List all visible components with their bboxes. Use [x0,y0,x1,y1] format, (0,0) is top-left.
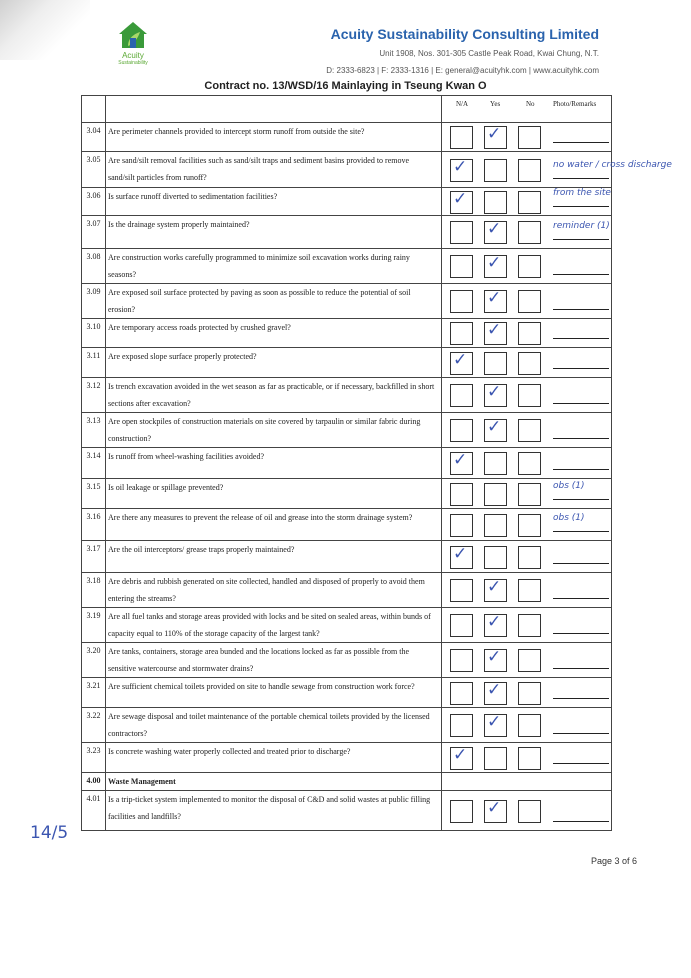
checkbox-no[interactable] [518,384,541,407]
item-question: Is runoff from wheel-washing facilities avoided? [106,448,442,479]
checkbox-na[interactable] [450,800,473,823]
answer-cell [442,743,612,773]
check-mark-icon: ✓ [453,744,468,765]
item-question: Are construction works carefully programmed to minimize soil excavation works during rainy seasons? [106,249,442,284]
checkbox-no[interactable] [518,714,541,737]
item-number: 3.04 [82,123,106,152]
checkbox-no[interactable] [518,649,541,672]
checkbox-no[interactable] [518,682,541,705]
remark-field[interactable] [553,615,609,634]
checkbox-no[interactable] [518,290,541,313]
item-question: Are there any measures to prevent the release of oil and grease into the storm drainage system? [106,509,442,541]
table-row [82,152,612,188]
item-number: 3.08 [82,249,106,284]
answer-cell [442,378,612,413]
item-question: Are exposed soil surface protected by paving as soon as possible to reduce the potential of soil erosion? [106,284,442,319]
table-row [82,643,612,678]
section-blank-cell [442,773,612,791]
answer-cell [442,123,612,152]
checkbox-na[interactable] [450,126,473,149]
remark-field[interactable] [553,715,609,734]
item-number: 3.07 [82,216,106,249]
item-number: 4.01 [82,791,106,831]
checkbox-na[interactable] [450,452,473,475]
checkbox-na[interactable] [450,156,473,182]
table-row [82,708,612,743]
item-question: Are debris and rubbish generated on site collected, handled and disposed of properly to avoid them entering the streams? [106,573,442,608]
item-question: Is the drainage system properly maintained? [106,216,442,249]
checkbox-no[interactable] [518,483,541,506]
header-options [442,96,612,123]
checkbox-no[interactable] [518,514,541,537]
table-header-row [82,96,612,123]
item-question: Are all fuel tanks and storage areas provided with locks and be sited on sealed areas, within bunds of capacity equal to 110% of the storage capacity of the largest tank? [106,608,442,643]
table-row [82,608,612,643]
header-remarks: Photo/Remarks [553,100,597,108]
item-question: Are the oil interceptors/ grease traps properly maintained? [106,541,442,573]
item-question: Are exposed slope surface properly protected? [106,348,442,378]
company-name: Acuity Sustainability Consulting Limited [330,26,599,42]
answer-cell [442,643,612,678]
item-question: Is concrete washing water properly collected and treated prior to discharge? [106,743,442,773]
checkbox-no[interactable] [518,579,541,602]
check-mark-icon: ✓ [487,253,502,273]
remark-field[interactable] [553,803,609,822]
checkbox-yes[interactable] [484,714,507,737]
check-mark-icon: ✓ [487,288,502,308]
header-yes: Yes [490,100,501,108]
check-mark-icon: ✓ [453,450,468,470]
answer-cell [442,348,612,378]
item-number: 3.14 [82,448,106,479]
remark-field[interactable] [553,124,609,143]
check-mark-icon: ✓ [487,219,502,239]
check-mark-icon: ✓ [453,188,468,209]
table-row [82,188,612,216]
answer-cell [442,152,672,188]
checkbox-yes[interactable] [484,452,507,475]
checkbox-yes[interactable] [484,221,507,244]
answer-cell [442,216,612,249]
checkbox-yes[interactable] [484,747,507,770]
checkbox-yes[interactable] [484,352,507,375]
checkbox-no[interactable] [518,747,541,770]
remark-field[interactable] [553,320,609,339]
table-row [82,791,612,831]
item-question: Are open stockpiles of construction materials on site covered by tarpaulin or similar fabric during construction? [106,413,442,448]
answer-cell [442,541,612,573]
page-number: Page 3 of 6 [590,856,637,866]
table-row [82,284,612,319]
remark-field[interactable] [553,256,609,275]
checkbox-no[interactable] [518,126,541,149]
remark-field[interactable] [553,545,609,564]
answer-cell [442,413,612,448]
checkbox-na[interactable] [450,649,473,672]
item-question: Are temporary access roads protected by crushed gravel? [106,319,442,348]
answer-cell [442,284,612,319]
item-number: 3.11 [82,348,106,378]
checkbox-na[interactable] [450,483,473,506]
checkbox-no[interactable] [518,546,541,569]
checkbox-na[interactable] [450,614,473,637]
answer-cell [442,319,612,348]
house-leaf-icon [116,20,150,50]
checkbox-yes[interactable] [484,679,507,705]
checkbox-yes[interactable] [484,649,507,672]
section-title: Waste Management [106,773,442,791]
checklist-body [82,123,672,831]
check-mark-icon: ✓ [487,647,502,667]
checkbox-yes[interactable] [484,546,507,569]
item-number: 3.05 [82,152,106,188]
check-mark-icon: ✓ [453,543,468,564]
checkbox-na[interactable] [450,188,473,214]
remark-field[interactable] [553,291,609,310]
checkbox-na[interactable] [450,579,473,602]
answer-cell [442,188,612,216]
checkbox-no[interactable] [518,191,541,214]
remark-field[interactable] [553,385,609,404]
answer-cell [442,608,612,643]
section-header-row [82,773,612,791]
checkbox-no[interactable] [518,322,541,345]
check-mark-icon: ✓ [487,124,502,144]
item-question: Is a trip-ticket system implemented to monitor the disposal of C&D and solid wastes at public filling facilities and landfills? [106,791,442,831]
checkbox-yes[interactable] [484,255,507,278]
check-mark-icon: ✓ [487,417,502,437]
answer-cell [442,708,612,743]
company-logo [108,20,158,66]
answer-cell [442,479,612,509]
checkbox-na[interactable] [450,322,473,345]
checkbox-na[interactable] [450,514,473,537]
item-number: 3.10 [82,319,106,348]
table-row [82,249,612,284]
item-question: Are tanks, containers, storage area bunded and the locations locked as far as possible from the sensitive watercourse and stormwater drains? [106,643,442,678]
checkbox-yes[interactable] [484,126,507,149]
remark-field[interactable] [553,451,609,470]
section-number: 4.00 [82,773,106,791]
item-question: Are sand/silt removal facilities such as sand/silt traps and sediment basins provided to remove sand/silt particles from runoff? [106,152,442,188]
table-row [82,123,612,152]
item-number: 3.09 [82,284,106,319]
remark-field[interactable] [553,420,609,439]
remark-field[interactable]: reminder (1) [553,221,609,240]
item-number: 3.13 [82,413,106,448]
checkbox-yes[interactable] [484,614,507,637]
company-address: Unit 1908, Nos. 301-305 Castle Peak Road, Kwai Chung, N.T. [379,49,599,58]
scan-corner-shadow [0,0,90,60]
check-mark-icon: ✓ [487,679,502,700]
item-number: 3.20 [82,643,106,678]
item-number: 3.16 [82,509,106,541]
checkbox-no[interactable] [518,419,541,442]
checkbox-na[interactable] [450,682,473,705]
item-question: Is oil leakage or spillage prevented? [106,479,442,509]
item-question: Is trench excavation avoided in the wet season as far as practicable, or if necessary, backfilled in short sections after excavation? [106,378,442,413]
checkbox-yes[interactable] [484,579,507,602]
checkbox-na[interactable] [450,419,473,442]
answer-cell [442,509,612,541]
item-number: 3.21 [82,678,106,708]
item-number: 3.17 [82,541,106,573]
remark-field[interactable]: obs (1) [553,481,609,500]
answer-cell [442,791,612,831]
checkbox-no[interactable] [518,221,541,244]
checkbox-yes[interactable] [484,483,507,506]
checkbox-yes[interactable] [484,384,507,407]
company-header [326,26,599,76]
item-number: 3.18 [82,573,106,608]
checkbox-na[interactable] [450,255,473,278]
table-row [82,319,612,348]
table-row [82,448,612,479]
answer-cell [442,573,612,608]
check-mark-icon: ✓ [487,612,502,632]
table-row [82,216,612,249]
item-number: 3.12 [82,378,106,413]
item-number: 3.15 [82,479,106,509]
remark-field[interactable] [553,580,609,599]
checkbox-na[interactable] [450,349,473,375]
checkbox-yes[interactable] [484,419,507,442]
check-mark-icon: ✓ [487,712,502,732]
remark-field[interactable] [553,350,609,369]
item-question: Are sufficient chemical toilets provided on site to handle sewage from construction work force? [106,678,442,708]
checkbox-na[interactable] [450,290,473,313]
check-mark-icon: ✓ [453,156,468,177]
checkbox-yes[interactable] [484,322,507,345]
handwritten-note: 14/5 [30,823,69,843]
remark-field[interactable]: from the site [553,188,609,207]
remark-field[interactable]: no water / cross discharge [553,160,609,179]
checkbox-no[interactable] [518,159,541,182]
check-mark-icon: ✓ [453,349,468,370]
remark-field[interactable]: obs (1) [553,513,609,532]
table-row [82,509,612,541]
item-number: 3.06 [82,188,106,216]
contract-title: Contract no. 13/WSD/16 Mainlaying in Tseung Kwan O [204,80,487,92]
item-question: Is surface runoff diverted to sedimentation facilities? [106,188,442,216]
checkbox-yes[interactable] [484,159,507,182]
checkbox-yes[interactable] [484,191,507,214]
checkbox-na[interactable] [450,744,473,770]
checklist-table [81,95,672,831]
answer-cell [442,678,612,708]
table-row [82,479,612,509]
item-number: 3.23 [82,743,106,773]
company-contact: D: 2333-6823 | F: 2333-1316 | E: general@acuityhk.com | www.acuityhk.com [326,66,599,75]
check-mark-icon: ✓ [487,320,502,340]
table-row [82,678,612,708]
table-row [82,378,612,413]
checkbox-no[interactable] [518,800,541,823]
checkbox-no[interactable] [518,352,541,375]
table-row [82,573,612,608]
header-question [106,96,442,123]
checkbox-yes[interactable] [484,514,507,537]
table-row [82,541,612,573]
table-row [82,413,612,448]
checkbox-no[interactable] [518,452,541,475]
header-no: No [526,100,535,108]
check-mark-icon: ✓ [487,797,502,818]
checkbox-na[interactable] [450,221,473,244]
check-mark-icon: ✓ [487,382,502,402]
answer-cell [442,249,612,284]
remark-field[interactable] [553,680,609,699]
logo-subtitle: Sustainability [118,60,148,66]
checkbox-yes[interactable] [484,797,507,823]
logo-name: Acuity [122,51,144,60]
item-number: 3.22 [82,708,106,743]
checkbox-na[interactable] [450,384,473,407]
checkbox-yes[interactable] [484,290,507,313]
item-number: 3.19 [82,608,106,643]
checkbox-no[interactable] [518,614,541,637]
remark-field[interactable] [553,650,609,669]
header-na: N/A [456,100,469,108]
answer-cell [442,448,612,479]
table-row [82,348,612,378]
item-question: Are sewage disposal and toilet maintenance of the portable chemical toilets provided by the licensed contractors? [106,708,442,743]
check-mark-icon: ✓ [487,577,502,597]
checkbox-na[interactable] [450,714,473,737]
checkbox-no[interactable] [518,255,541,278]
remark-field[interactable] [553,745,609,764]
table-row [82,743,612,773]
checkbox-na[interactable] [450,543,473,569]
item-question: Are perimeter channels provided to intercept storm runoff from outside the site? [106,123,442,152]
header-num [82,96,106,123]
